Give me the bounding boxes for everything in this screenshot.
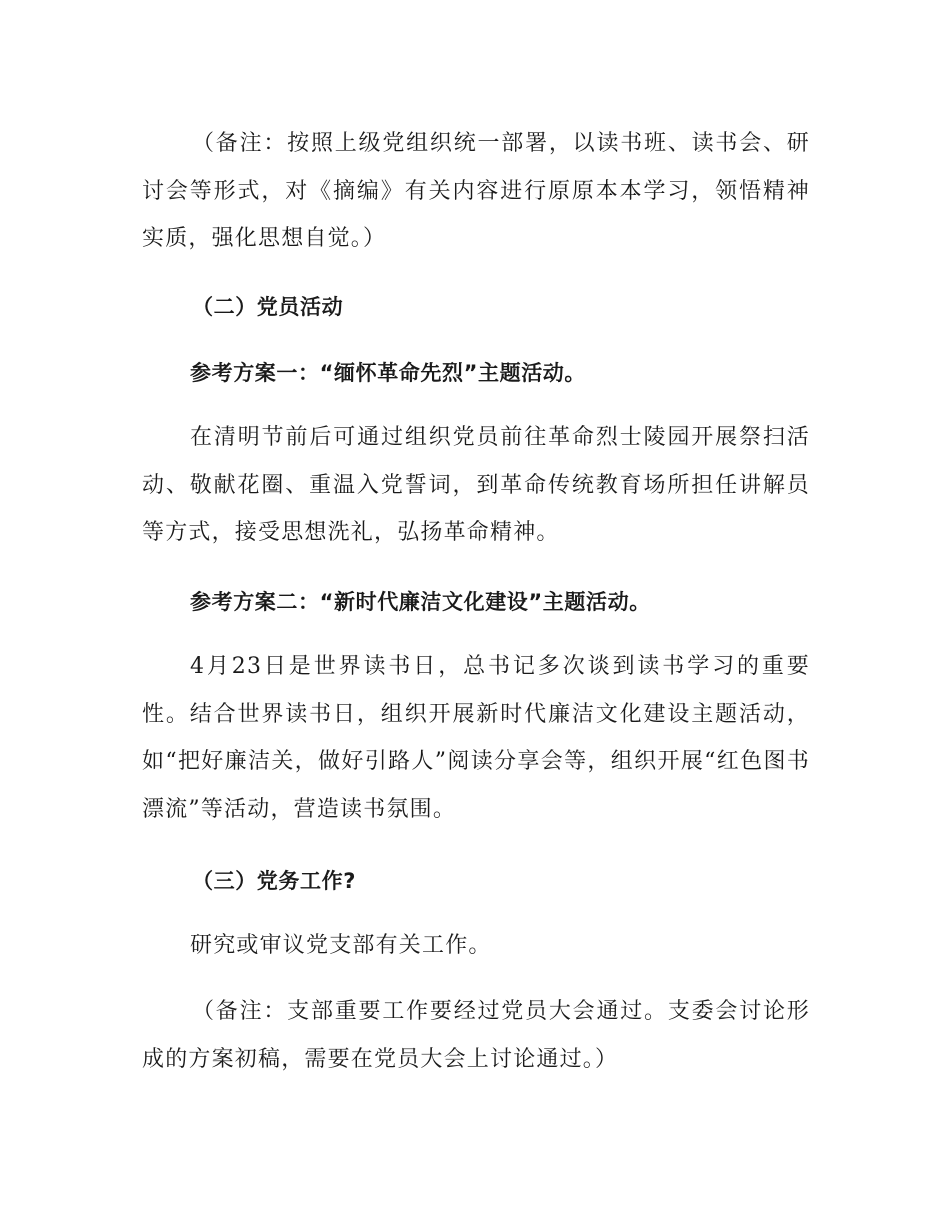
section-heading-party-member-activities: （二）党员活动 [192,295,344,319]
plan-one-heading: 参考方案一：“缅怀革命先烈”主题活动。 [190,361,587,385]
party-affairs-body: 研究或审议党支部有关工作。 [190,933,492,958]
plan-two-heading: 参考方案二：“新时代廉洁文化建设”主题活动。 [190,590,651,614]
note-paragraph-1: （备注：按照上级党组织统一部署，以读书班、读书会、研讨会等形式，对《摘编》有关内容进行原原本本学习，领悟精神实质，强化思想自觉。） [142,131,810,251]
note-paragraph-2: （备注：支部重要工作要经过党员大会通过。支委会讨论形成的方案初稿，需要在党员大会上讨论通过。） [142,999,810,1072]
section-heading-party-affairs: （三）党务工作? [192,869,356,893]
plan-two-body: 4月23日是世界读书日，总书记多次谈到读书学习的重要性。结合世界读书日，组织开展新时代廉洁文化建设主题活动，如“把好廉洁关，做好引路人”阅读分享会等，组织开展“红色图书漂流”等活动，营造读书氛围。 [142,654,810,822]
plan-one-body: 在清明节前后可通过组织党员前往革命烈士陵园开展祭扫活动、敬献花圈、重温入党誓词，到革命传统教育场所担任讲解员等方式，接受思想洗礼，弘扬革命精神。 [142,425,810,545]
